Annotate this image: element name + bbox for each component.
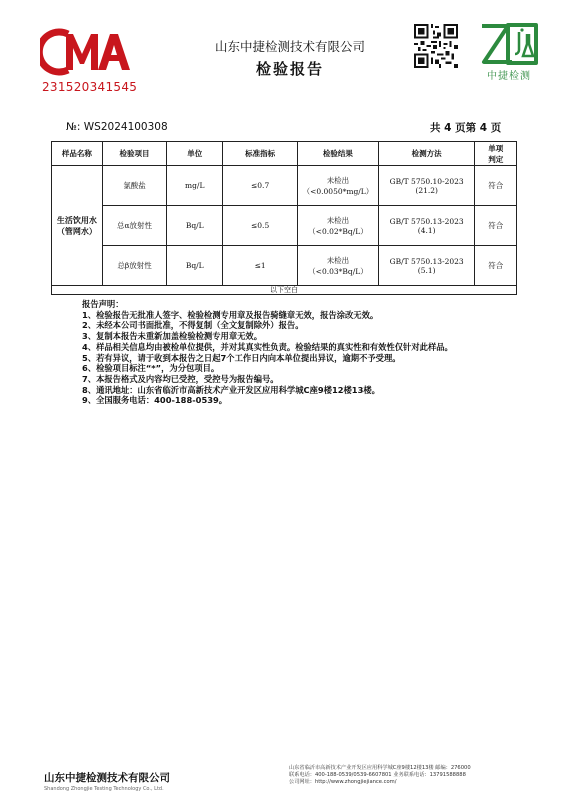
note-item: 9、全国服务电话：400-188-0539。 [82, 395, 228, 406]
col-header-verdict: 单项 判定 [475, 142, 517, 166]
cma-logo [40, 26, 130, 78]
verdict-cell: 符合 [475, 206, 517, 246]
page-info: 共 4 页第 4 页 [430, 122, 502, 134]
note-item: 6、检验项目标注“*”，为分包项目。 [82, 363, 220, 374]
item-cell: 氯酸盐 [102, 166, 166, 206]
report-title: 检验报告 [255, 60, 324, 78]
standard-cell: ≤1 [223, 246, 298, 286]
note-item: 1、检验报告无批准人签字、检验检测专用章及报告骑缝章无效，报告涂改无效。 [82, 309, 379, 320]
standard-cell: ≤0.5 [223, 206, 298, 246]
note-item: 3、复制本报告未重新加盖检验检测专用章无效。 [82, 331, 263, 342]
note-item: 8、通讯地址：山东省临沂市高新技术产业开发区应用科学城C座9楼12楼13楼。 [82, 384, 380, 395]
qr-code [414, 24, 458, 68]
unit-cell: Bq/L [167, 246, 223, 286]
col-header-unit: 单位 [167, 142, 223, 166]
method-cell: GB/T 5750.10-2023 (21.2) [378, 166, 475, 206]
report-notes [82, 299, 453, 406]
result-cell: 未检出 （<0.0050*mg/L） [297, 166, 378, 206]
table-header-row [52, 142, 517, 166]
col-header-item: 检验项目 [102, 142, 166, 166]
table-row [52, 246, 517, 286]
col-header-sample: 样品名称 [52, 142, 103, 166]
unit-cell: Bq/L [167, 206, 223, 246]
footer-english-name: Shandong Zhongjie Testing Technology Co., Ltd. [44, 786, 164, 792]
unit-cell: mg/L [167, 166, 223, 206]
note-item: 7、本报告格式及内容均已受控，受控号为报告编号。 [82, 373, 279, 384]
item-cell: 总α放射性 [102, 206, 166, 246]
blank-below-note: 以下空白 [52, 286, 517, 295]
standard-cell: ≤0.7 [223, 166, 298, 206]
note-item: 2、未经本公司书面批准，不得复制（全文复制除外）报告。 [82, 320, 304, 331]
brand-text: 中捷检测 [487, 71, 531, 82]
cma-number: 231520341545 [42, 80, 138, 94]
sample-name-cell: 生活饮用水 （管网水） [52, 166, 103, 286]
item-cell: 总β放射性 [102, 246, 166, 286]
table-end-row [52, 286, 517, 295]
footer-address: 山东省临沂市高新技术产业开发区应用科学城C座9楼12楼13楼 邮编：276000 联系电话：400-188-0539/0539-6607801 业务联系电话：13791588888 公司网址：http://www.zhongjiejiance.com/ [289, 765, 471, 785]
col-header-result: 检验结果 [297, 142, 378, 166]
method-cell: GB/T 5750.13-2023 (4.1) [378, 206, 475, 246]
verdict-cell: 符合 [475, 246, 517, 286]
table-row [52, 166, 517, 206]
result-cell: 未检出 （<0.03*Bq/L） [297, 246, 378, 286]
footer-company: 山东中捷检测技术有限公司 [44, 772, 170, 784]
result-table [51, 141, 517, 295]
table-row [52, 206, 517, 246]
brand-logo [478, 22, 540, 66]
notes-heading: 报告声明： [82, 299, 124, 309]
company-name: 山东中捷检测技术有限公司 [214, 39, 365, 54]
report-number: №: WS2024100308 [66, 121, 168, 133]
result-cell: 未检出 （<0.02*Bq/L） [297, 206, 378, 246]
method-cell: GB/T 5750.13-2023 (5.1) [378, 246, 475, 286]
note-item: 4、样品相关信息均由被检单位提供，并对其真实性负责。检验结果的真实性和有效性仅针对此样品。 [82, 341, 453, 352]
col-header-standard: 标准指标 [223, 142, 298, 166]
verdict-cell: 符合 [475, 166, 517, 206]
note-item: 5、若有异议，请于收到本报告之日起7个工作日内向本单位提出异议，逾期不予受理。 [82, 352, 401, 363]
col-header-method: 检测方法 [378, 142, 475, 166]
